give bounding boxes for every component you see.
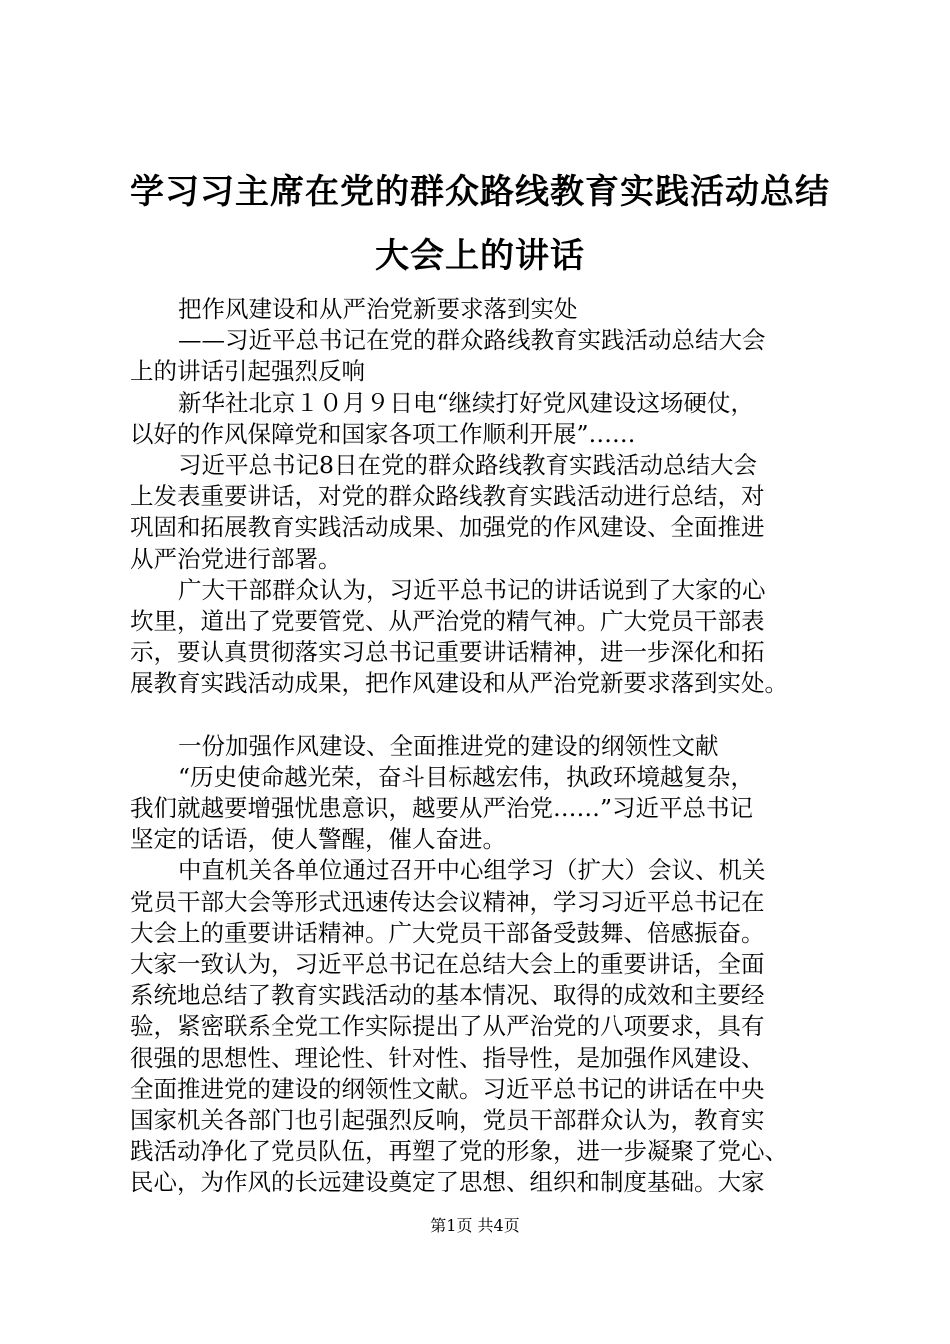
text-line: 验，紧密联系全党工作实际提出了从严治党的八项要求，具有 (130, 1012, 765, 1041)
text-line: 展教育实践活动成果，把作风建设和从严治党新要求落到实处。 (130, 669, 788, 698)
text-line: 以好的作风保障党和国家各项工作顺利开展”…… (130, 419, 636, 448)
text-line: 坎里，道出了党要管党、从严治党的精气神。广大党员干部表 (130, 606, 765, 635)
text-line: 新华社北京１０月９日电“继续打好党风建设这场硬仗， (178, 388, 755, 417)
text-line: 大家一致认为，习近平总书记在总结大会上的重要讲话，全面 (130, 949, 765, 978)
title-line-1: 学习习主席在党的群众路线教育实践活动总结 (130, 172, 830, 212)
text-line: 从严治党进行部署。 (130, 544, 342, 573)
text-line: 系统地总结了教育实践活动的基本情况、取得的成效和主要经 (130, 981, 765, 1010)
text-line: 党员干部大会等形式迅速传达会议精神，学习习近平总书记在 (130, 887, 765, 916)
text-line: 上发表重要讲话，对党的群众路线教育实践活动进行总结，对 (130, 482, 765, 511)
text-line: 习近平总书记8日在党的群众路线教育实践活动总结大会 (178, 450, 757, 479)
document-title (100, 160, 860, 288)
text-line: 坚定的话语，使人警醒，催人奋进。 (130, 825, 506, 854)
text-line: 广大干部群众认为，习近平总书记的讲话说到了大家的心 (178, 575, 766, 604)
text-line: 大会上的重要讲话精神。广大党员干部备受鼓舞、倍感振奋。 (130, 918, 765, 947)
subtitle-byline: ——习近平总书记在党的群众路线教育实践活动总结大会 (178, 326, 766, 355)
text-line: 很强的思想性、理论性、针对性、指导性，是加强作风建设、 (130, 1043, 765, 1072)
text-line: 国家机关各部门也引起强烈反响，党员干部群众认为，教育实 (130, 1105, 765, 1134)
paragraph-gap (130, 699, 840, 730)
page-number: 第1页 共4页 (430, 1216, 520, 1235)
text-line: 中直机关各单位通过召开中心组学习（扩大）会议、机关 (178, 856, 766, 885)
text-line: 我们就越要增强忧患意识，越要从严治党……”习近平总书记 (130, 794, 754, 822)
text-line: “历史使命越光荣，奋斗目标越宏伟，执政环境越复杂， (178, 762, 755, 791)
text-line: 示，要认真贯彻落实习总书记重要讲话精神，进一步深化和拓 (130, 638, 765, 667)
subtitle-byline-cont: 上的讲话引起强烈反响 (130, 357, 365, 386)
text-line: 全面推进党的建设的纲领性文献。习近平总书记的讲话在中央 (130, 1074, 765, 1103)
section-heading: 一份加强作风建设、全面推进党的建设的纲领性文献 (178, 731, 719, 760)
text-line: 民心，为作风的长远建设奠定了思想、组织和制度基础。大家 (130, 1168, 765, 1197)
text-line: 践活动净化了党员队伍，再塑了党的形象，进一步凝聚了党心、 (130, 1137, 788, 1166)
text-line: 巩固和拓展教育实践活动成果、加强党的作风建设、全面推进 (130, 513, 765, 542)
subtitle-headline: 把作风建设和从严治党新要求落到实处 (178, 295, 578, 323)
document-body (130, 294, 840, 1198)
title-line-2: 大会上的讲话 (375, 236, 585, 276)
